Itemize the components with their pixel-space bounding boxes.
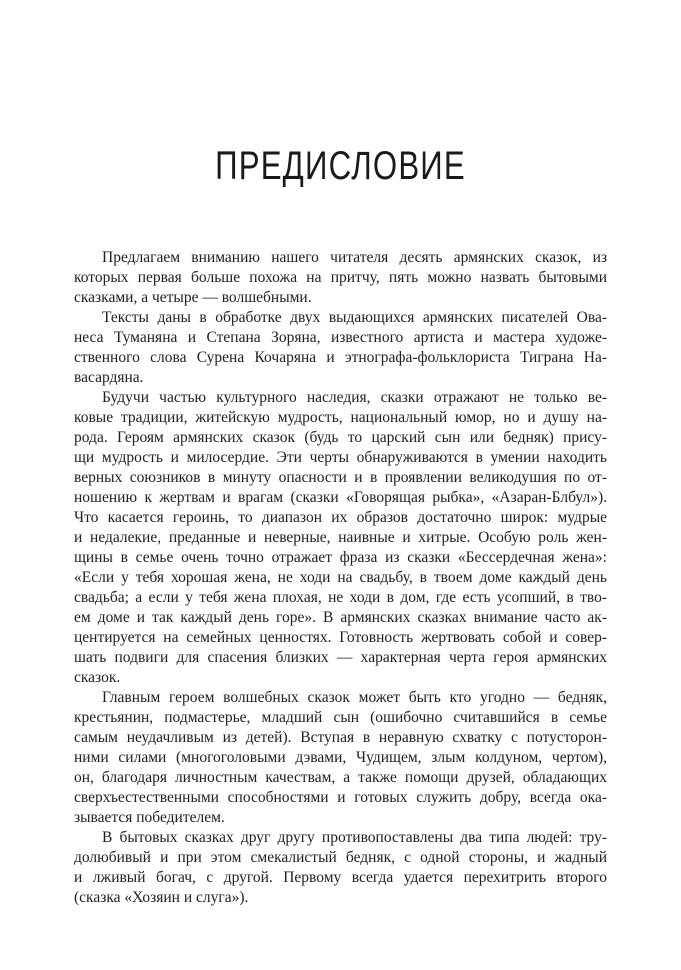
text-line: «Если у тебя хорошая жена, не ходи на свадьбу, в твоем доме каждый день (74, 569, 607, 586)
text-line: сказок. (74, 669, 121, 686)
text-line: щины в семье очень точно отражает фраза из сказки «Бессердечная жена»: (74, 549, 607, 566)
text-line: васардяна. (74, 369, 144, 386)
text-line: ственного слова Сурена Кочаряна и этнографа-фольклориста Тиграна На- (74, 349, 607, 366)
paragraph (74, 688, 607, 828)
preface-text-block (74, 248, 607, 908)
text-line: крестьянин, подмастерье, младший сын (ошибочно считавшийся в семье (74, 709, 607, 726)
text-line: самым неудачливым из детей). Вступая в неравную схватку с потусторон- (74, 729, 607, 746)
text-line: рода. Героям армянских сказок (будь то царский сын или бедняк) прису- (74, 429, 607, 446)
text-line: долюбивый и при этом смекалистый бедняк, с одной стороны, и жадный (74, 849, 607, 866)
text-line: ем доме и так каждый день горе». В армянских сказках внимание часто ак- (74, 609, 607, 626)
text-line: он, благодаря личностным качествам, а также помощи друзей, обладающих (74, 769, 607, 786)
text-line: и недалекие, преданные и неверные, наивные и хитрые. Особую роль жен- (74, 529, 607, 546)
text-line: свадьба; а если у тебя жена плохая, не ходи в дом, где есть усопший, в тво- (74, 589, 607, 606)
text-line: Главным героем волшебных сказок может быть кто угодно — бедняк, (102, 689, 607, 706)
text-line: Будучи частью культурного наследия, сказки отражают не только ве- (102, 389, 607, 406)
text-line: и лживый богач, с другой. Первому всегда удается перехитрить второго (74, 869, 607, 886)
text-line: Что касается героинь, то диапазон их образов достаточно широк: мудрые (74, 509, 607, 526)
text-line: зывается победителем. (74, 809, 225, 826)
text-line: Предлагаем вниманию нашего читателя десять армянских сказок, из (102, 249, 607, 266)
text-line: которых первая больше похожа на притчу, пять можно назвать бытовыми (74, 269, 607, 286)
text-line: В бытовых сказках друг другу противопоставлены два типа людей: тру- (102, 829, 607, 846)
text-line: ношению к жертвам и врагам (сказки «Говорящая рыбка», «Азаран-Блбул»). (74, 489, 607, 506)
text-line: шать подвиги для спасения близких — характерная черта героя армянских (74, 649, 607, 666)
text-line: неса Туманяна и Степана Зоряна, известного артиста и мастера художе- (74, 329, 607, 346)
paragraph (74, 828, 607, 908)
text-line: Тексты даны в обработке двух выдающихся армянских писателей Ова- (102, 309, 607, 326)
text-line: ними силами (многоголовыми дэвами, Чудищем, злым колдуном, чертом), (74, 749, 607, 766)
paragraph (74, 308, 607, 388)
text-line: сказками, а четыре — волшебными. (74, 289, 312, 306)
text-line: верных союзников в минуту опасности и в проявлении великодушия по от- (74, 469, 607, 486)
paragraph (74, 388, 607, 688)
text-line: ковые традиции, житейскую мудрость, национальный юмор, но и душу на- (74, 409, 607, 426)
paragraph (74, 248, 607, 308)
page-title: ПРЕДИСЛОВИЕ (215, 144, 466, 188)
text-line: щи мудрость и милосердие. Эти черты обнаруживаются в умении находить (74, 449, 607, 466)
text-line: сверхъестественными способностями и готовых служить добру, всегда ока- (74, 789, 607, 806)
text-line: центируется на семейных ценностях. Готовность жертвовать собой и совер- (74, 629, 607, 646)
text-line: (сказка «Хозяин и слуга»). (74, 889, 249, 906)
